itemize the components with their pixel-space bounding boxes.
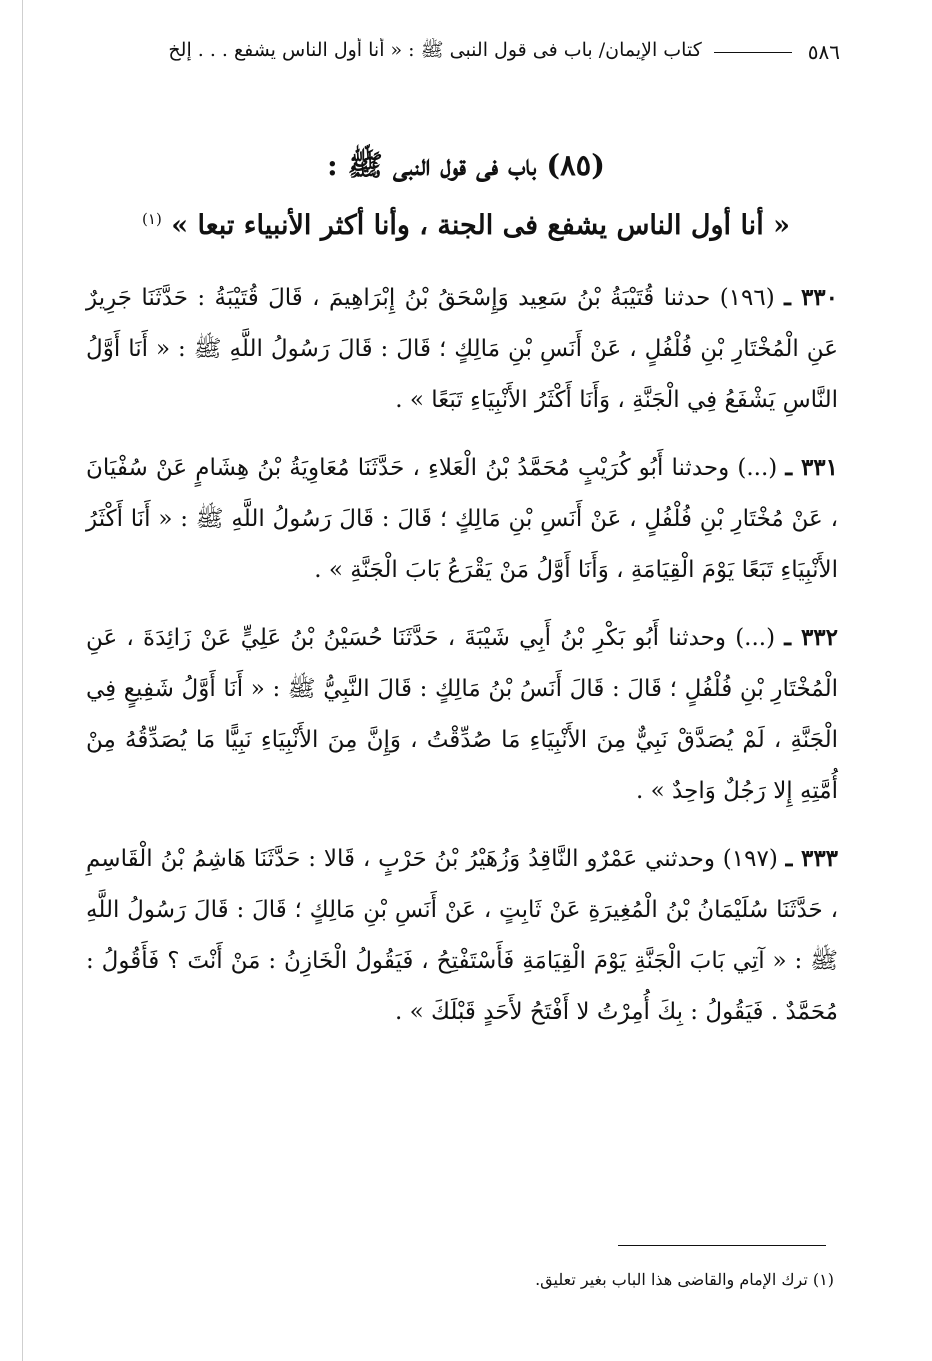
hadith-330 bbox=[86, 272, 838, 426]
hadith-text: (...) وحدثنا أَبُو كُرَيْبٍ مُحَمَّدُ بْنُ الْعَلاءِ ، حَدَّثَنَا مُعَاوِيَةُ بْنُ هِشَامٍ عَنْ سُفْيَانَ ، عَنْ مُخْتَارِ بْنِ فُلْفُلٍ ، عَنْ أَنَسِ بْنِ مَالِكٍ ؛ قَالَ : قَالَ رَسُولُ اللَّهِ ﷺ : « أَنَا أَكْثَرُ الأَنْبِيَاءِ تَبَعًا يَوْمَ الْقِيَامَةِ ، وَأَنَا أَوَّلُ مَنْ يَقْرَعُ بَابَ الْجَنَّةِ » . bbox=[86, 455, 838, 583]
scan-margin-line bbox=[22, 0, 23, 1361]
footnote: (١) ترك الإمام والقاضى هذا الباب بغير تعليق. bbox=[535, 1270, 834, 1289]
chapter-subtitle-text: « أنا أول الناس يشفع فى الجنة ، وأنا أكثر الأنبياء تبعا » bbox=[171, 210, 790, 241]
hadith-number: ٣٣٢ ـ bbox=[784, 624, 838, 651]
hadith-331 bbox=[86, 442, 838, 596]
page-number: ٥٨٦ bbox=[807, 40, 840, 64]
chapter-title: (٨٥) باب فى قول النبى ﷺ : bbox=[327, 148, 605, 182]
hadith-number: ٣٣٣ ـ bbox=[785, 845, 839, 872]
hadith-text: (١٩٦) حدثنا قُتَيْبَةُ بْنُ سَعِيد وَإِسْحَقُ بْنُ إِبْرَاهِيمَ ، قَالَ قُتَيْبَةُ : حَدَّثَنَا جَرِيرٌ عَنِ الْمُخْتَارِ بْنِ فُلْفُلٍ ، عَنْ أَنَسِ بْنِ مَالِكٍ ؛ قَالَ : قَالَ رَسُولُ اللَّهِ ﷺ : « أَنَا أَوَّلُ النَّاسِ يَشْفَعُ فِي الْجَنَّةِ ، وَأَنَا أَكْثَرُ الأَنْبِيَاءِ تَبَعًا » . bbox=[86, 285, 838, 413]
hadith-text: (١٩٧) وحدثني عَمْرٌو النَّاقِدُ وَزُهَيْرُ بْنُ حَرْبٍ ، قَالا : حَدَّثَنَا هَاشِمُ بْنُ الْقَاسِمِ ، حَدَّثَنَا سُلَيْمَانُ بْنُ الْمُغِيرَةِ عَنْ ثَابِتٍ ، عَنْ أَنَسِ بْنِ مَالِكٍ ؛ قَالَ : قَالَ رَسُولُ اللَّهِ ﷺ : « آتِي بَابَ الْجَنَّةِ يَوْمَ الْقِيَامَةِ فَأَسْتَفْتِحُ ، فَيَقُولُ الْخَازِنُ : مَنْ أَنْتَ ؟ فَأَقُولُ : مُحَمَّدٌ . فَيَقُولُ : بِكَ أُمِرْتُ لا أَفْتَحُ لأَحَدٍ قَبْلَكَ » . bbox=[86, 846, 838, 1025]
hadith-list bbox=[86, 272, 838, 1054]
hadith-text: (...) وحدثنا أَبُو بَكْرِ بْنُ أَبِي شَيْبَةَ ، حَدَّثَنَا حُسَيْنُ بْنُ عَلِيٍّ عَنْ زَائِدَةَ ، عَنِ الْمُخْتَارِ بْنِ فُلْفُلٍ ؛ قَالَ : قَالَ أَنَسُ بْنُ مَالِكٍ : قَالَ النَّبِيُّ ﷺ : « أَنَا أَوَّلُ شَفِيعٍ فِي الْجَنَّةِ ، لَمْ يُصَدَّقْ نَبِيٌّ مِنَ الأَنْبِيَاءِ مَا صُدِّقْتُ ، وَإِنَّ مِنَ الأَنْبِيَاءِ نَبِيًّا مَا يُصَدِّقُهُ مِنْ أُمَّتِهِ إِلا رَجُلٌ وَاحِدٌ » . bbox=[86, 625, 838, 804]
header-rule bbox=[714, 52, 792, 53]
footnote-reference: (١) bbox=[142, 210, 162, 228]
hadith-number: ٣٣٠ ـ bbox=[784, 284, 838, 311]
hadith-number: ٣٣١ ـ bbox=[785, 454, 839, 481]
running-header bbox=[80, 32, 840, 72]
chapter-subtitle bbox=[80, 210, 852, 241]
footnote-rule bbox=[618, 1245, 826, 1246]
hadith-332 bbox=[86, 612, 838, 817]
hadith-333 bbox=[86, 833, 838, 1038]
running-title: كتاب الإيمان/ باب فى قول النبى ﷺ : « أنا أول الناس يشفع . . . إلخ bbox=[168, 39, 702, 61]
